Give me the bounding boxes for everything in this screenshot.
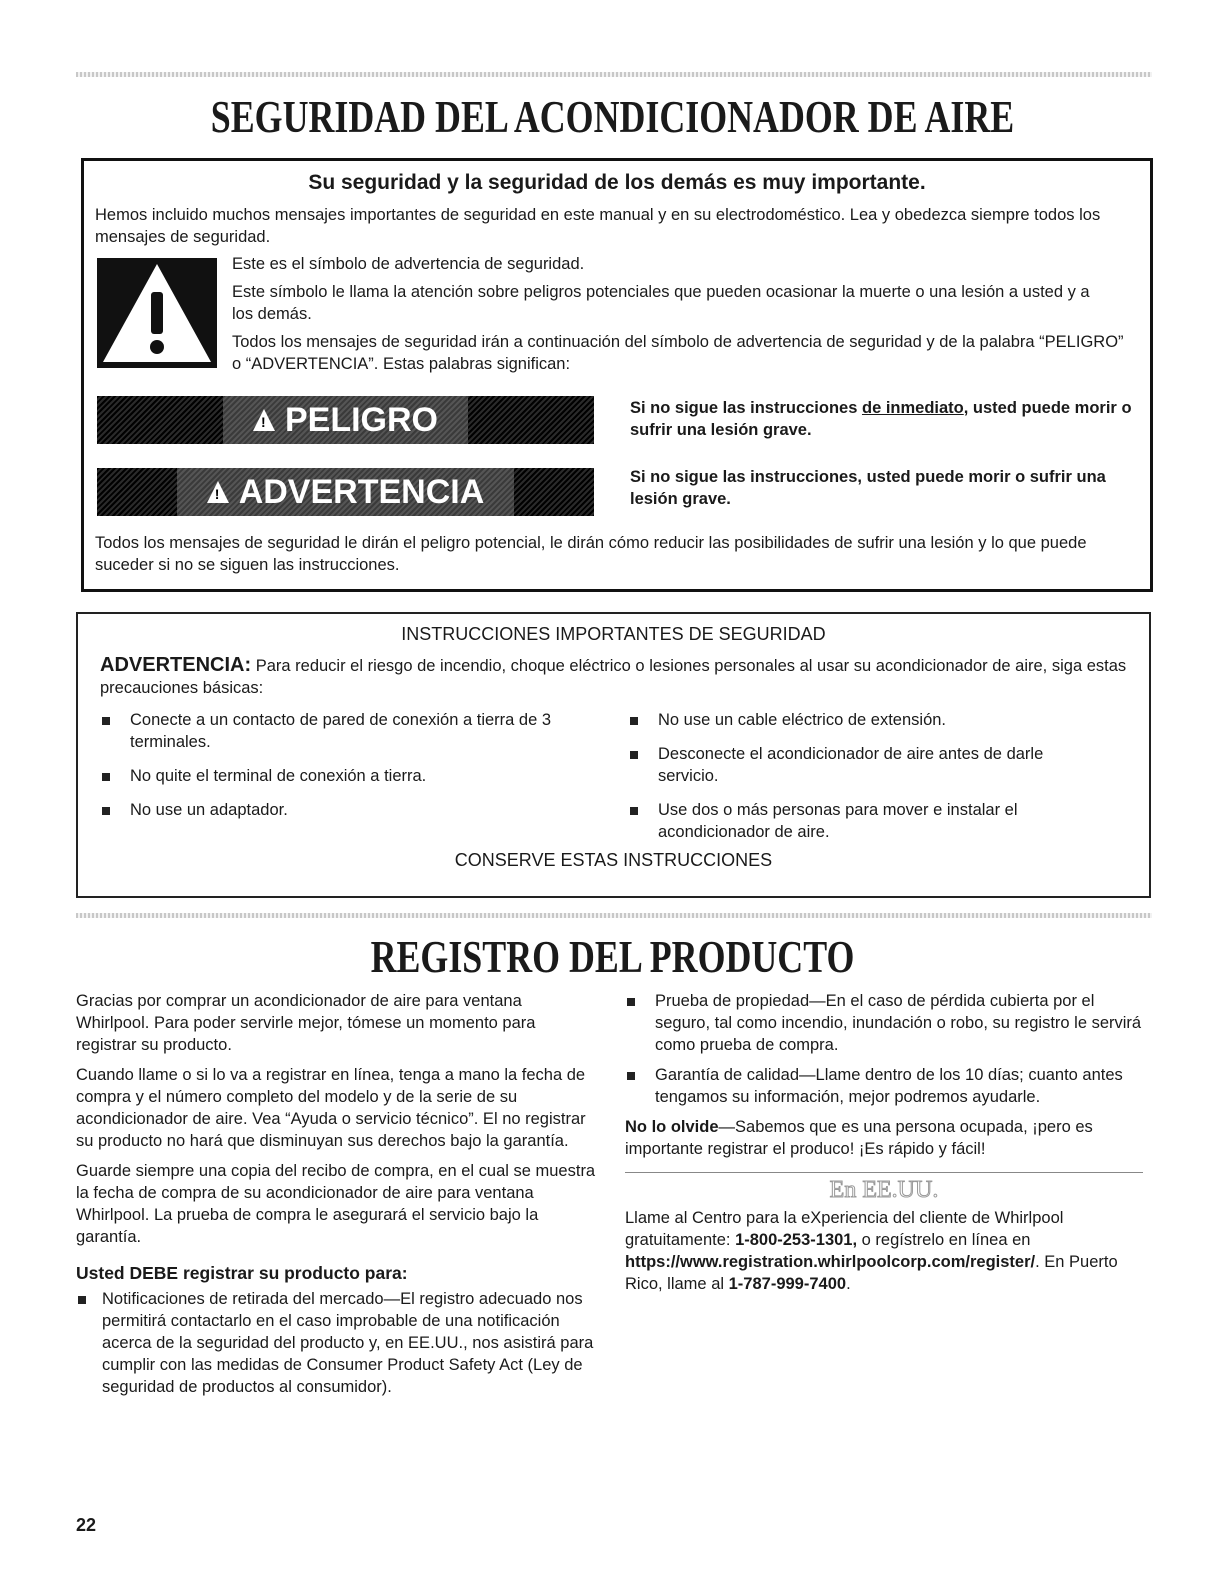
list-item: Prueba de propiedad—En el caso de pérdida cubierta por el seguro, tal como incendio, inundación o robo, su registro le servirá como prueba de compra. xyxy=(625,990,1143,1056)
instructions-left-list xyxy=(100,709,600,821)
list-item: No use un cable eléctrico de extensión. xyxy=(628,709,1088,731)
registration-title: REGISTRO DEL PRODUCTO xyxy=(370,931,855,982)
bullet-icon xyxy=(78,1296,86,1304)
safety-footer: Todos los mensajes de seguridad le dirán el peligro potencial, le dirán cómo reducir las posibilidades de sufrir una lesión y lo que puede suceder si no se siguen las instrucciones. xyxy=(95,534,1087,574)
list-item: Desconecte el acondicionador de aire antes de darle servicio. xyxy=(628,743,1088,787)
instructions-warning xyxy=(100,654,1140,699)
warning-label: ADVERTENCIA: xyxy=(100,654,252,676)
safety-intro: Hemos incluido muchos mensajes importantes de seguridad en este manual y en su electrodoméstico. Lea y obedezca siempre todos los mensajes de seguridad. xyxy=(95,206,1101,246)
bullet-icon xyxy=(102,807,110,815)
dont-forget xyxy=(625,1116,1143,1160)
warning-triangle-icon xyxy=(253,409,275,431)
benefits-list xyxy=(625,990,1143,1108)
symbol-line-1: Este es el símbolo de advertencia de seguridad. xyxy=(232,255,585,273)
reg-paragraph-3: Guarde siempre una copia del recibo de compra, en el cual se muestra la fecha de compra de su acondicionador de aire para ventana Whirlpool. La prueba de compra le asegurará el servicio bajo la garantía. xyxy=(76,1162,596,1246)
peligro-text xyxy=(630,397,1140,441)
must-register-heading: Usted DEBE registrar su producto para: xyxy=(76,1263,408,1283)
safety-box-heading: Su seguridad y la seguridad de los demás es muy importante. xyxy=(308,171,926,194)
bullet-icon xyxy=(630,751,638,759)
peligro-banner xyxy=(97,396,594,444)
advertencia-label: ADVERTENCIA xyxy=(238,472,485,511)
safety-box xyxy=(81,158,1153,592)
contact-paragraph: Llame al Centro para la eXperiencia del cliente de Whirlpool gratuitamente: 1-800-253-1301, o regístrelo en línea en https://www.registration.whirlpoolcorp.com/register/. En Puerto Rico, llame al 1-787-999-7400. xyxy=(625,1209,1118,1293)
advertencia-banner xyxy=(97,468,594,516)
reg-paragraph-1: Gracias por comprar un acondicionador de aire para ventana Whirlpool. Para poder servirle mejor, tómese un momento para registrar su producto. xyxy=(76,992,536,1054)
bullet-icon xyxy=(627,998,635,1006)
peligro-text-underlined: de inmediato xyxy=(861,399,964,417)
us-heading: En EE.UU. xyxy=(829,1177,939,1203)
bullet-icon xyxy=(630,717,638,725)
middle-divider xyxy=(76,913,1152,918)
registration-link[interactable]: https://www.registration.whirlpoolcorp.com/register/ xyxy=(625,1253,1036,1271)
safety-title: SEGURIDAD DEL ACONDICIONADOR DE AIRE xyxy=(210,91,1015,142)
warning-triangle-icon xyxy=(207,481,229,503)
reg-paragraph-2: Cuando llame o si lo va a registrar en línea, tenga a mano la fecha de compra y el número completo del modelo y de la serie de su acondicionador de aire. Vea “Ayuda o servicio técnico”. El no registrar su producto no hará que disminuyan sus derechos bajo la garantía. xyxy=(76,1066,586,1150)
us-divider xyxy=(625,1172,1143,1173)
peligro-text-before: Si no sigue las instrucciones xyxy=(630,399,862,417)
instructions-right-list xyxy=(628,709,1088,843)
bullet-icon xyxy=(102,717,110,725)
registration-right-column xyxy=(625,990,1143,1295)
top-divider xyxy=(76,72,1152,77)
warning-symbol-icon xyxy=(97,258,217,368)
conserve-instructions: CONSERVE ESTAS INSTRUCCIONES xyxy=(454,850,773,870)
bullet-icon xyxy=(627,1072,635,1080)
bullet-icon xyxy=(630,807,638,815)
instructions-box xyxy=(76,612,1151,898)
peligro-text-after: , usted puede morir o sufrir una lesión grave. xyxy=(630,399,1132,439)
pr-phone-number: 1-787-999-7400 xyxy=(728,1275,847,1293)
list-item: No use un adaptador. xyxy=(100,799,600,821)
list-item: Notificaciones de retirada del mercado—El registro adecuado nos permitirá contactarlo en el caso improbable de una notificación acerca de la seguridad del producto y, en EE.UU., nos asistirá para cumplir con las medidas de Consumer Product Safety Act (Ley de seguridad de productos al consumidor). xyxy=(76,1288,596,1398)
advertencia-text: Si no sigue las instrucciones, usted puede morir o sufrir una lesión grave. xyxy=(630,468,1106,508)
dont-forget-label: No lo olvide xyxy=(625,1118,719,1136)
dont-forget-text: —Sabemos que es una persona ocupada, ¡pero es importante registrar el produco! ¡Es rápido y fácil! xyxy=(625,1118,1093,1158)
page-number: 22 xyxy=(76,1515,97,1535)
peligro-label: PELIGRO xyxy=(284,400,439,439)
phone-number: 1-800-253-1301, xyxy=(735,1231,858,1249)
list-item: Garantía de calidad—Llame dentro de los 10 días; cuanto antes tengamos su información, mejor podremos ayudarle. xyxy=(625,1064,1143,1108)
must-register-list xyxy=(76,1288,596,1398)
symbol-line-2: Este símbolo le llama la atención sobre peligros potenciales que pueden ocasionar la muerte o una lesión a usted y a los demás. xyxy=(232,283,1090,323)
symbol-line-3: Todos los mensajes de seguridad irán a continuación del símbolo de advertencia de seguridad y de la palabra “PELIGRO” o “ADVERTENCIA”. Estas palabras significan: xyxy=(232,333,1124,373)
registration-left-column xyxy=(76,990,596,1398)
list-item: No quite el terminal de conexión a tierra. xyxy=(100,765,600,787)
warning-text: Para reducir el riesgo de incendio, choque eléctrico o lesiones personales al usar su acondicionador de aire, siga estas precauciones básicas: xyxy=(100,657,1127,697)
list-item: Use dos o más personas para mover e instalar el acondicionador de aire. xyxy=(628,799,1088,843)
instructions-heading: INSTRUCCIONES IMPORTANTES DE SEGURIDAD xyxy=(401,624,826,644)
list-item: Conecte a un contacto de pared de conexión a tierra de 3 terminales. xyxy=(100,709,600,753)
bullet-icon xyxy=(102,773,110,781)
